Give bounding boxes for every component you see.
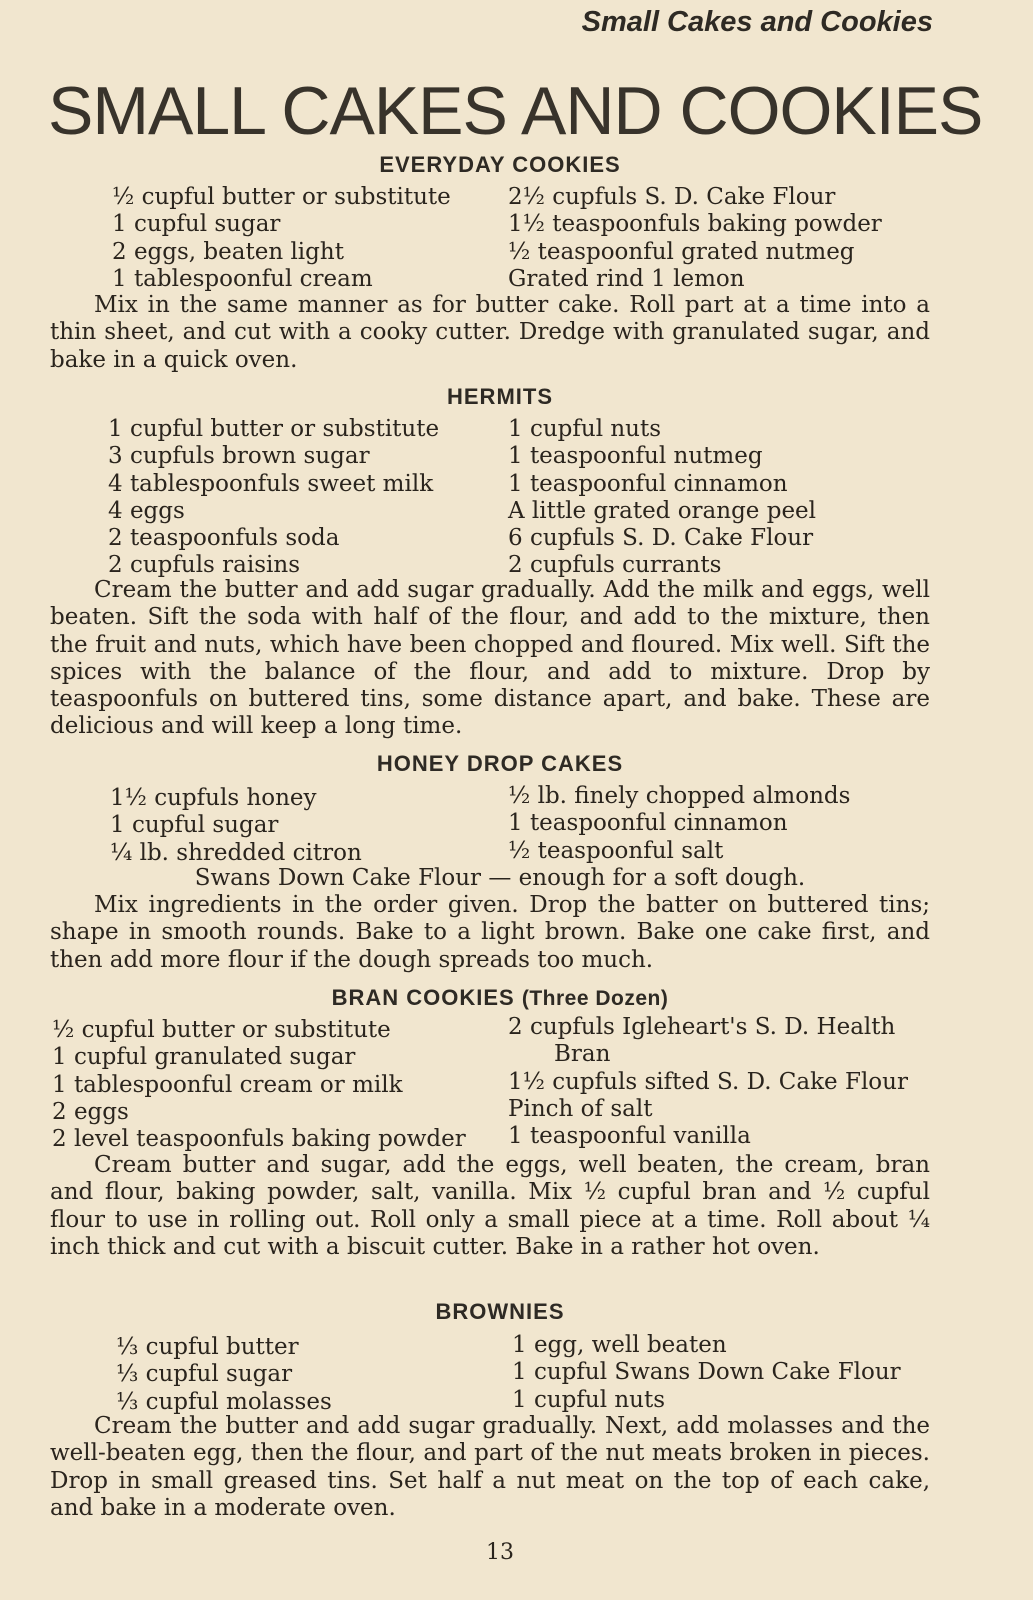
ingredient: 1 egg, well beaten <box>512 1332 727 1358</box>
ingredient: ½ lb. finely chopped almonds <box>508 783 851 809</box>
ingredient: 1 cupful butter or substitute <box>108 416 440 442</box>
ingredients-left <box>52 1017 466 1153</box>
ingredient: 1 teaspoonful vanilla <box>508 1123 751 1150</box>
ingredient: 2 eggs, beaten light <box>112 238 344 265</box>
ingredient: ½ cupful butter or substitute <box>52 1017 391 1043</box>
ingredient: 2½ cupfuls S. D. Cake Flour <box>508 184 836 210</box>
recipe-method: Mix in the same manner as for butter cake. Roll part at a time into a thin sheet, and cut with a cooky cutter. Dredge with granulated sugar, and bake in a quick oven. <box>50 292 930 373</box>
ingredients-right <box>508 1014 908 1150</box>
ingredient: 2 level teaspoonfuls baking powder <box>52 1126 466 1153</box>
ingredient: 1½ cupfuls sifted S. D. Cake Flour <box>508 1068 908 1095</box>
ingredient: 1½ teaspoonfuls baking powder <box>508 211 882 238</box>
ingredients-left <box>108 416 439 580</box>
ingredients-right <box>508 416 816 580</box>
ingredients-left <box>112 184 451 293</box>
recipe-title-text: BRAN COOKIES <box>331 985 515 1010</box>
ingredients-left <box>110 785 362 867</box>
ingredient: ⅓ cupful butter <box>116 1334 299 1360</box>
ingredient: 1 cupful Swans Down Cake Flour <box>512 1359 901 1386</box>
ingredient: 2 cupfuls currants <box>508 552 722 579</box>
ingredient: ½ cupful butter or substitute <box>112 184 451 210</box>
ingredient: 1 teaspoonful cinnamon <box>508 470 788 497</box>
ingredients-left <box>116 1334 332 1416</box>
recipe-title-hermits: HERMITS <box>447 384 553 409</box>
ingredient: 1 tablespoonful cream or milk <box>52 1071 403 1098</box>
recipe-method: Cream the butter and add sugar gradually. Next, add molasses and the well-beaten egg, then the flour, and part of the nut meats broken in pieces. Drop in small greased tins. Set half a nut meat on the top of each cake, and bake in a moderate oven. <box>50 1413 930 1521</box>
ingredient: ¼ lb. shredded citron <box>110 839 362 866</box>
ingredients-right <box>512 1332 901 1414</box>
ingredient: 1 tablespoonful cream <box>112 265 373 292</box>
ingredient: 4 tablespoonfuls sweet milk <box>108 470 434 497</box>
page-title: SMALL CAKES AND COOKIES <box>48 73 983 149</box>
ingredient-extra-line: Swans Down Cake Flour — enough for a soft dough. <box>194 865 806 891</box>
ingredient: 6 cupfuls S. D. Cake Flour <box>508 525 814 552</box>
ingredient: ½ teaspoonful salt <box>508 837 724 864</box>
ingredient: A little grated orange peel <box>508 497 817 524</box>
ingredients-right <box>508 783 850 865</box>
recipe-method: Mix ingredients in the order given. Drop the batter on buttered tins; shape in smooth rounds. Bake to a light brown. Bake one cake first, and then add more flour if the dough spreads too much. <box>50 892 930 973</box>
ingredient: Pinch of salt <box>508 1095 653 1122</box>
recipe-yield-note: (Three Dozen) <box>521 987 669 1010</box>
ingredient: 3 cupfuls brown sugar <box>108 443 370 470</box>
running-head: Small Cakes and Cookies <box>581 6 933 38</box>
ingredient: 1½ cupfuls honey <box>110 785 317 811</box>
ingredient: Bran <box>554 1041 611 1068</box>
recipe-title-bran-cookies <box>0 985 1000 1011</box>
recipe-method: Cream the butter and add sugar gradually. Add the milk and eggs, well beaten. Sift the soda with half of the flour, and add to the mixture, then the fruit and nuts, which have been chopped and floured. Mix well. Sift the spices with the balance of the flour, and add to mixture. Drop by teaspoonfuls on buttered tins, some distance apart, and bake. These are delicious and will keep a long time. <box>50 577 930 740</box>
ingredient: 2 cupfuls Igleheart's S. D. Health <box>508 1014 896 1040</box>
ingredient: 2 eggs <box>52 1098 129 1125</box>
ingredient: 4 eggs <box>108 497 185 524</box>
ingredient: 1 cupful nuts <box>508 416 662 442</box>
ingredients-right <box>508 184 882 293</box>
ingredient: 1 teaspoonful cinnamon <box>508 810 788 837</box>
ingredient: ½ teaspoonful grated nutmeg <box>508 238 855 265</box>
ingredient: 1 cupful sugar <box>112 211 281 238</box>
ingredient: 1 teaspoonful nutmeg <box>508 443 763 470</box>
recipe-title-everyday-cookies: EVERYDAY COOKIES <box>379 152 621 177</box>
ingredient: ⅓ cupful molasses <box>116 1388 332 1415</box>
recipe-title-honey-drop-cakes: HONEY DROP CAKES <box>376 751 624 776</box>
ingredient: Grated rind 1 lemon <box>508 265 745 292</box>
ingredient: 2 teaspoonfuls soda <box>108 525 340 552</box>
ingredient: 1 cupful nuts <box>512 1386 666 1413</box>
page-number: 13 <box>486 1540 514 1565</box>
recipe-title-brownies: BROWNIES <box>435 1299 565 1324</box>
ingredient: 1 cupful sugar <box>110 812 279 839</box>
ingredient: ⅓ cupful sugar <box>116 1361 293 1388</box>
ingredient: 2 cupfuls raisins <box>108 552 300 579</box>
ingredient: 1 cupful granulated sugar <box>52 1044 356 1071</box>
recipe-method: Cream butter and sugar, add the eggs, well beaten, the cream, bran and flour, baking powder, salt, vanilla. Mix ½ cupful bran and ½ cupful flour to use in rolling out. Roll only a small piece at a time. Roll about ¼ inch thick and cut with a biscuit cutter. Bake in a rather hot oven. <box>50 1152 930 1260</box>
